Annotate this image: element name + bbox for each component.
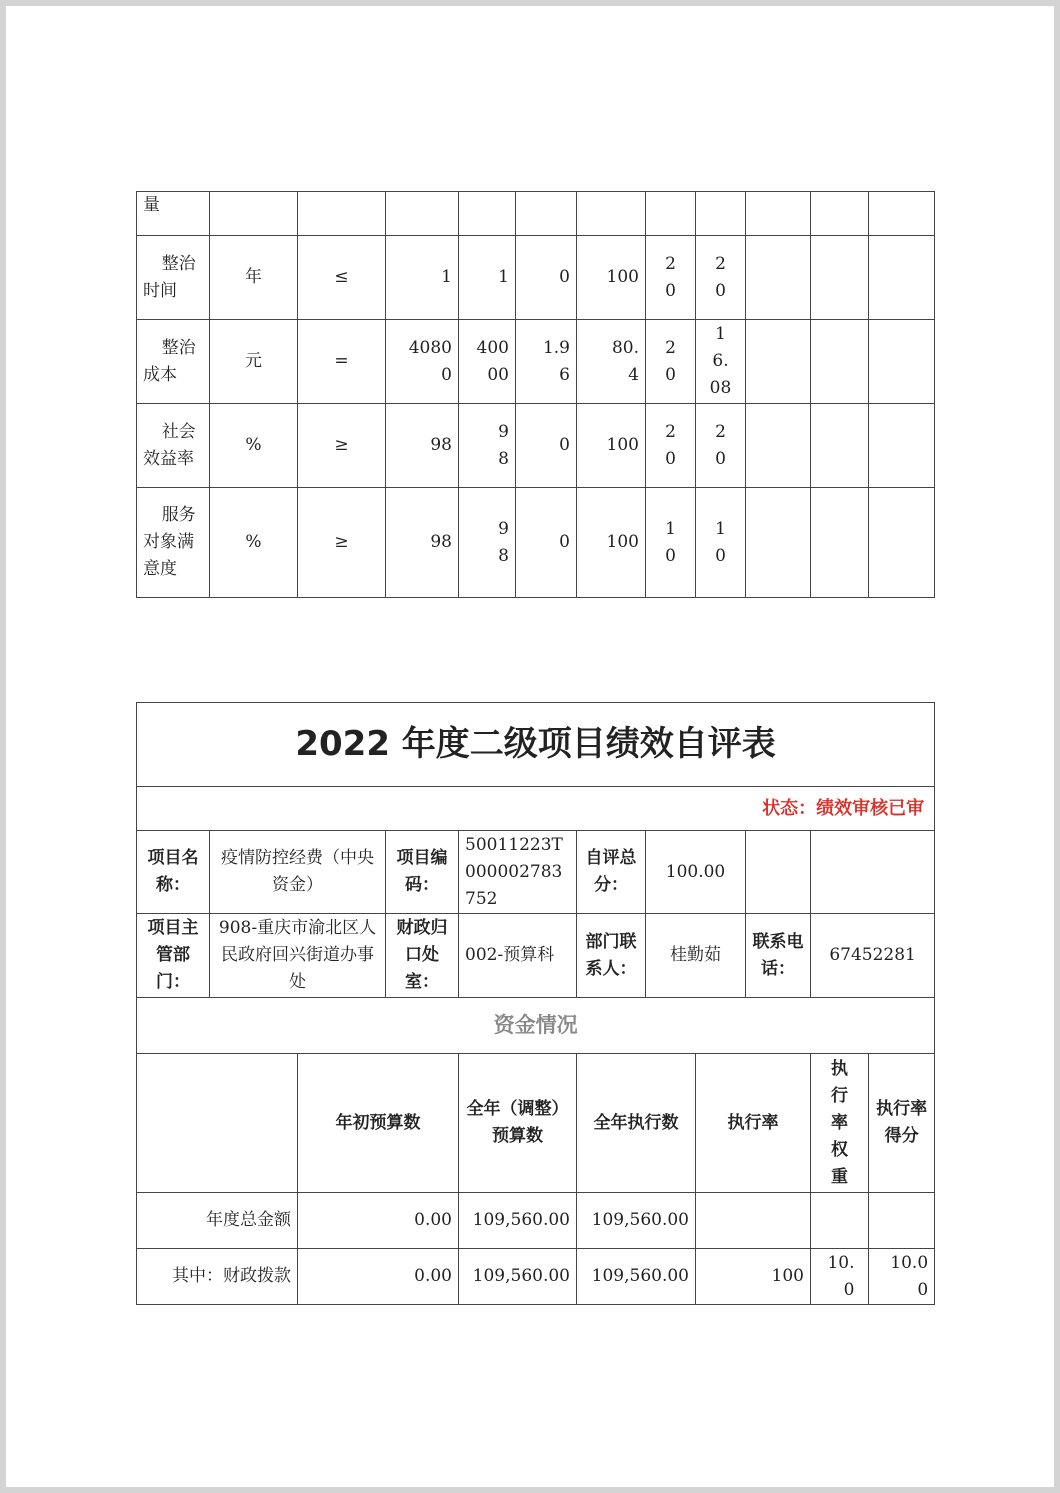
empty-cell <box>811 192 869 236</box>
adjusted-budget: 109,560.00 <box>459 1193 577 1249</box>
funds-row <box>137 1249 935 1305</box>
score-cell: 20 <box>696 404 746 488</box>
empty-cell <box>746 488 811 598</box>
empty-cell <box>746 831 811 914</box>
unit-cell: % <box>210 488 298 598</box>
actual-cell: 98 <box>459 404 516 488</box>
deviation-cell: 0 <box>516 404 577 488</box>
score-cell: 16.08 <box>696 320 746 404</box>
rate-score: 10.00 <box>869 1249 935 1305</box>
table-row <box>137 404 935 488</box>
empty-cell <box>746 404 811 488</box>
executed-amount: 109,560.00 <box>577 1193 696 1249</box>
operator-cell: = <box>298 320 386 404</box>
funds-header-row <box>137 1054 935 1193</box>
empty-cell <box>869 192 935 236</box>
weight-cell: 10 <box>646 488 696 598</box>
finance-office: 002-预算科 <box>459 914 577 998</box>
empty-cell <box>811 404 869 488</box>
executed-header: 全年执行数 <box>577 1054 696 1193</box>
department-row <box>137 914 935 998</box>
rate-cell: 100 <box>577 236 646 320</box>
table-row <box>137 488 935 598</box>
table-row <box>137 320 935 404</box>
rate-weight-header: 执行率权重 <box>811 1054 869 1193</box>
adjusted-budget: 109,560.00 <box>459 1249 577 1305</box>
empty-cell <box>811 320 869 404</box>
empty-cell <box>811 831 935 914</box>
unit-cell <box>210 192 298 236</box>
unit-cell: % <box>210 404 298 488</box>
empty-cell <box>869 320 935 404</box>
deviation-cell: 0 <box>516 488 577 598</box>
title-row <box>137 703 935 787</box>
target-cell: 40800 <box>386 320 459 404</box>
table-row <box>137 192 935 236</box>
execution-rate: 100 <box>696 1249 811 1305</box>
funds-row-label: 其中：财政拨款 <box>137 1249 298 1305</box>
operator-cell <box>298 192 386 236</box>
weight-cell: 20 <box>646 320 696 404</box>
weight-cell <box>646 192 696 236</box>
target-cell: 98 <box>386 404 459 488</box>
finance-office-label: 财政归口处室： <box>386 914 459 998</box>
contact: 桂勤茹 <box>646 914 746 998</box>
operator-cell: ≤ <box>298 236 386 320</box>
rate-cell: 100 <box>577 488 646 598</box>
self-score: 100.00 <box>646 831 746 914</box>
score-cell <box>696 192 746 236</box>
actual-cell: 1 <box>459 236 516 320</box>
rate-score <box>869 1193 935 1249</box>
empty-cell <box>746 320 811 404</box>
target-cell: 98 <box>386 488 459 598</box>
initial-budget: 0.00 <box>298 1249 459 1305</box>
weight-cell: 20 <box>646 236 696 320</box>
project-code: 50011223T000002783752 <box>459 831 577 914</box>
deviation-cell: 1.96 <box>516 320 577 404</box>
empty-cell <box>811 488 869 598</box>
project-code-label: 项目编码： <box>386 831 459 914</box>
table-row <box>137 236 935 320</box>
initial-budget: 0.00 <box>298 1193 459 1249</box>
unit-cell: 年 <box>210 236 298 320</box>
project-info-row <box>137 831 935 914</box>
status-row <box>137 787 935 831</box>
empty-cell <box>746 236 811 320</box>
target-cell <box>386 192 459 236</box>
actual-cell <box>459 192 516 236</box>
project-name-label: 项目名称： <box>137 831 210 914</box>
funds-row <box>137 1193 935 1249</box>
initial-budget-header: 年初预算数 <box>298 1054 459 1193</box>
phone-label: 联系电话： <box>746 914 811 998</box>
rate-cell: 80.4 <box>577 320 646 404</box>
dept-label: 项目主管部门： <box>137 914 210 998</box>
indicator-name: 整治成本 <box>137 320 210 404</box>
actual-cell: 40000 <box>459 320 516 404</box>
empty-cell <box>869 404 935 488</box>
dept: 908-重庆市渝北区人民政府回兴街道办事处 <box>210 914 386 998</box>
rate-weight <box>811 1193 869 1249</box>
indicator-name: 社会效益率 <box>137 404 210 488</box>
form-title: 2022 年度二级项目绩效自评表 <box>137 703 935 787</box>
executed-amount: 109,560.00 <box>577 1249 696 1305</box>
self-score-label: 自评总分： <box>577 831 646 914</box>
rate-cell: 100 <box>577 404 646 488</box>
execution-rate <box>696 1193 811 1249</box>
target-cell: 1 <box>386 236 459 320</box>
empty-cell <box>811 236 869 320</box>
status-badge: 状态：绩效审核已审 <box>137 787 935 831</box>
empty-cell <box>137 1054 298 1193</box>
rate-cell <box>577 192 646 236</box>
contact-label: 部门联系人： <box>577 914 646 998</box>
project-name: 疫情防控经费（中央资金） <box>210 831 386 914</box>
section-row <box>137 998 935 1054</box>
deviation-cell <box>516 192 577 236</box>
operator-cell: ≥ <box>298 488 386 598</box>
performance-indicator-table <box>136 191 935 598</box>
self-evaluation-form <box>136 702 935 1305</box>
deviation-cell: 0 <box>516 236 577 320</box>
phone: 67452281 <box>811 914 935 998</box>
score-cell: 10 <box>696 488 746 598</box>
indicator-name: 整治时间 <box>137 236 210 320</box>
document-page <box>6 6 1054 1487</box>
funds-row-label: 年度总金额 <box>137 1193 298 1249</box>
execution-rate-header: 执行率 <box>696 1054 811 1193</box>
operator-cell: ≥ <box>298 404 386 488</box>
indicator-name: 量 <box>137 192 210 236</box>
empty-cell <box>746 192 811 236</box>
actual-cell: 98 <box>459 488 516 598</box>
unit-cell: 元 <box>210 320 298 404</box>
rate-weight: 10.0 <box>811 1249 869 1305</box>
empty-cell <box>869 236 935 320</box>
rate-score-header: 执行率得分 <box>869 1054 935 1193</box>
empty-cell <box>869 488 935 598</box>
score-cell: 20 <box>696 236 746 320</box>
adjusted-budget-header: 全年（调整）预算数 <box>459 1054 577 1193</box>
weight-cell: 20 <box>646 404 696 488</box>
indicator-name: 服务对象满意度 <box>137 488 210 598</box>
funds-section-heading: 资金情况 <box>137 998 935 1054</box>
